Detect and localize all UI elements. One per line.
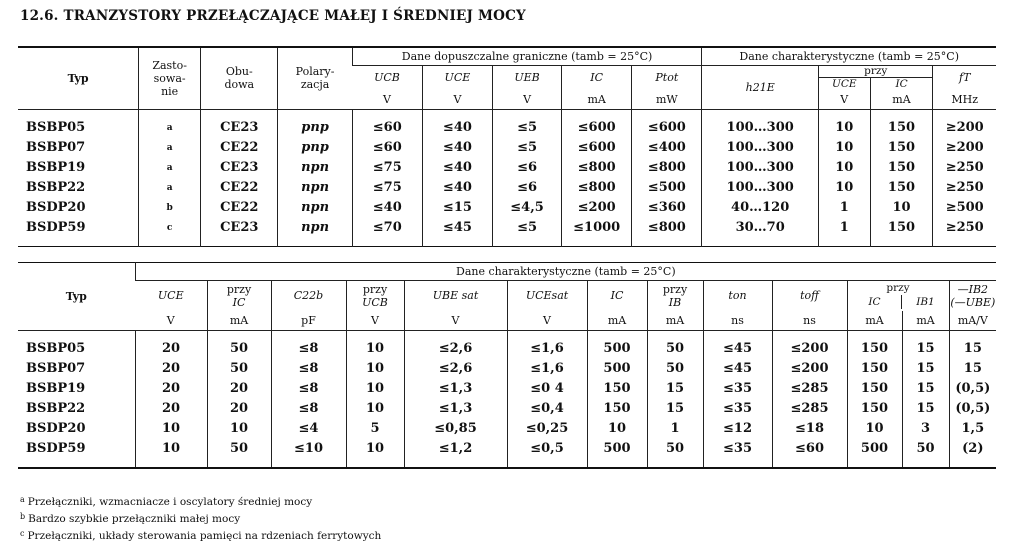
unit2-ton: ns [703, 311, 772, 331]
table-cell: 10 [346, 359, 404, 379]
unit2-ib1: mA [902, 311, 949, 331]
przy-group [818, 65, 933, 90]
sym-uce-sat: UCEsat [507, 281, 587, 311]
table-row [18, 419, 996, 439]
table-cell: 10 [135, 419, 207, 439]
table-cell: 150 [870, 138, 933, 158]
table-cell: ≥250 [933, 178, 996, 198]
table-cell: ≤70 [352, 218, 422, 238]
sym-ton: ton [703, 281, 772, 311]
table-cell: ≥250 [933, 158, 996, 178]
table-cell: ≤360 [632, 198, 702, 218]
table-cell: 50 [647, 339, 703, 359]
sym-ueb: UEB [492, 65, 561, 90]
sym-ube-sat: UBE sat [404, 281, 507, 311]
table-cell: ≤1,3 [404, 399, 507, 419]
table-row [18, 439, 996, 459]
table-cell: ≤40 [422, 178, 492, 198]
table-cell: ≤600 [562, 118, 632, 138]
table-cell: 20 [135, 359, 207, 379]
sym-ic-przy: IC [895, 77, 908, 90]
table-cell: ≤45 [703, 359, 772, 379]
table-cell: ≤15 [422, 198, 492, 218]
table-cell: ≤4 [271, 419, 346, 439]
unit2-ic3: mA [847, 311, 902, 331]
przy-ucb-head [346, 281, 404, 311]
sym-ic-przy-1: IC [232, 295, 246, 309]
table-switching-transistors-characteristics [18, 262, 996, 469]
unit-uce: V [422, 90, 492, 110]
sym-h21e: h21E [702, 65, 819, 109]
table-cell: ≤6 [492, 178, 561, 198]
table-row [18, 399, 996, 419]
sym-ib-przy: IB [668, 295, 682, 309]
table-cell: ≤40 [352, 198, 422, 218]
table-cell: c [139, 218, 201, 238]
footnote-b-text: Bardzo szybkie przełączniki małej mocy [28, 513, 241, 525]
table-cell: ≤6 [492, 158, 561, 178]
unit-ptot: mW [632, 90, 702, 110]
table-cell: ≤500 [632, 178, 702, 198]
table-cell: ≤12 [703, 419, 772, 439]
table-row [18, 178, 996, 198]
row-type-name: BSBP22 [26, 401, 86, 416]
przy-label: przy [864, 65, 888, 77]
sym-uce: UCE [422, 65, 492, 90]
table-cell: 100…300 [702, 138, 819, 158]
table-cell: (0,5) [949, 379, 996, 399]
table-cell: ≤60 [772, 439, 847, 459]
table-cell: 100…300 [702, 178, 819, 198]
table-cell: a [139, 138, 201, 158]
table-cell: ≤2,6 [404, 339, 507, 359]
table-cell: 150 [847, 339, 902, 359]
table-cell: 100…300 [702, 158, 819, 178]
table-cell: 150 [870, 158, 933, 178]
col-header-typ-2: Typ [18, 263, 135, 331]
row-type-name: BSBP07 [26, 361, 86, 376]
footnote-c [20, 529, 381, 542]
table-cell: ≥200 [933, 138, 996, 158]
table-cell: 10 [346, 339, 404, 359]
unit2-ib: mA [647, 311, 703, 331]
footnote-a-text: Przełączniki, wzmacniacze i oscylatory średniej mocy [27, 496, 313, 508]
unit-uce-przy: V [818, 90, 870, 110]
table-cell: CE22 [201, 178, 278, 198]
table-cell: npn [278, 218, 352, 238]
table-cell: ≤75 [352, 158, 422, 178]
table-cell: ≤35 [703, 379, 772, 399]
table-cell: 50 [647, 439, 703, 459]
table-cell: 10 [818, 178, 870, 198]
table-cell: ≤75 [352, 178, 422, 198]
table-cell: 150 [870, 218, 933, 238]
table-cell: ≥250 [933, 218, 996, 238]
table-cell: ≤0,85 [404, 419, 507, 439]
table-cell: npn [278, 178, 352, 198]
table-cell: npn [278, 198, 352, 218]
col-header-typ: Typ [18, 47, 139, 109]
table-switching-transistors-limits [18, 46, 996, 247]
sym-ic: IC [562, 65, 632, 90]
footnote-c-mark: c [20, 529, 25, 538]
table-cell: 1 [818, 218, 870, 238]
table-cell: ≤0,5 [507, 439, 587, 459]
table2-body [18, 339, 996, 459]
table-cell: (2) [949, 439, 996, 459]
table-cell: 15 [902, 399, 949, 419]
unit2-ib2: mA/V [949, 311, 996, 331]
table-cell: 50 [207, 359, 271, 379]
table-cell: 100…300 [702, 118, 819, 138]
table-cell: ≤1,3 [404, 379, 507, 399]
table-cell: ≥500 [933, 198, 996, 218]
table-row [18, 118, 996, 138]
table-cell: pnp [278, 118, 352, 138]
page-title: 12.6. TRANZYSTORY PRZEŁĄCZAJĄCE MAŁEJ I ŚREDNIEJ MOCY [20, 8, 526, 24]
table-row [18, 158, 996, 178]
table-cell: CE22 [201, 138, 278, 158]
przy-symbols-2 [848, 295, 949, 309]
table-cell: 150 [847, 399, 902, 419]
footnote-c-text: Przełączniki, układy sterowania pamięci na rdzeniach ferrytowych [27, 530, 382, 542]
sym-ib2-head [949, 281, 996, 311]
table-cell: ≤5 [492, 218, 561, 238]
row-type-name: BSBP07 [26, 140, 86, 155]
table-cell: ≤8 [271, 339, 346, 359]
table-cell: CE23 [201, 158, 278, 178]
table-cell: npn [278, 158, 352, 178]
table-cell: ≤285 [772, 379, 847, 399]
przy-label-1: przy [226, 282, 252, 296]
table-cell: pnp [278, 138, 352, 158]
table-cell: 15 [647, 399, 703, 419]
table1-body [18, 118, 996, 238]
table-cell: 10 [818, 158, 870, 178]
unit2-ic2: mA [587, 311, 647, 331]
table-cell: 500 [847, 439, 902, 459]
table-cell: a [139, 178, 201, 198]
footnote-b [20, 512, 240, 525]
table-cell: ≤40 [422, 138, 492, 158]
table-cell: CE23 [201, 118, 278, 138]
table-cell: ≤4,5 [492, 198, 561, 218]
table-cell: ≤5 [492, 118, 561, 138]
table-cell: 500 [587, 359, 647, 379]
sym-ib1-przy: IB1 [916, 296, 935, 309]
table-cell: 1 [818, 198, 870, 218]
unit-ic: mA [562, 90, 632, 110]
table-cell: 3 [902, 419, 949, 439]
table-row [18, 339, 996, 359]
table-cell: ≤800 [562, 178, 632, 198]
table-cell: ≤2,6 [404, 359, 507, 379]
table-cell: 15 [949, 359, 996, 379]
table-cell: ≤8 [271, 359, 346, 379]
table-cell: ≤60 [352, 138, 422, 158]
table-cell: ≤40 [422, 158, 492, 178]
table-cell: ≤45 [422, 218, 492, 238]
row-type-name: BSDP20 [26, 421, 86, 436]
unit2-c22b: pF [271, 311, 346, 331]
sym-c22b: C22b [271, 281, 346, 311]
table-cell: ≤800 [562, 158, 632, 178]
table-cell: 50 [647, 359, 703, 379]
sym-ucb-przy: UCB [362, 295, 388, 309]
table-cell: ≤1,6 [507, 339, 587, 359]
footnote-a-mark: a [20, 495, 25, 504]
table-cell: a [139, 158, 201, 178]
sym-ic-przy-2: IC [848, 295, 903, 309]
table-row [18, 198, 996, 218]
sym-ic-2: IC [587, 281, 647, 311]
table-cell: 10 [870, 198, 933, 218]
table-cell: 15 [902, 379, 949, 399]
table-cell: ≤800 [632, 218, 702, 238]
table-cell: 500 [587, 339, 647, 359]
przy-ib-head [647, 281, 703, 311]
table-cell: 15 [902, 359, 949, 379]
table-row [18, 138, 996, 158]
unit-ic-przy: mA [870, 90, 933, 110]
table-cell: ≤60 [352, 118, 422, 138]
table-cell: ≤8 [271, 399, 346, 419]
table-cell: ≤1,2 [404, 439, 507, 459]
row-type-name: BSBP22 [26, 180, 86, 195]
sym-ptot: Ptot [632, 65, 702, 90]
group-header-charakterystyczne-2: Dane charakterystyczne (tamb = 25°C) [135, 263, 996, 281]
table-cell: 20 [207, 399, 271, 419]
table-row [18, 359, 996, 379]
unit2-ucb: V [346, 311, 404, 331]
col-header-zastosowanie: Zasto-sowa-nie [139, 47, 201, 109]
table-cell: 50 [902, 439, 949, 459]
table-cell: ≤200 [772, 339, 847, 359]
table-cell: ≤35 [703, 439, 772, 459]
row-type-name: BSDP59 [26, 441, 86, 456]
table-cell: 50 [207, 439, 271, 459]
sym-ib2: —IB2 [957, 282, 989, 296]
sym-ft: fT [933, 65, 996, 90]
table-cell: 20 [135, 399, 207, 419]
table-cell: ≤10 [271, 439, 346, 459]
table-cell: ≤200 [772, 359, 847, 379]
table-cell: 150 [847, 379, 902, 399]
sym-ube-paren: (—UBE) [950, 295, 996, 309]
unit-ucb: V [352, 90, 422, 110]
table-cell: 10 [346, 379, 404, 399]
table-cell: ≤8 [271, 379, 346, 399]
table-cell: 5 [346, 419, 404, 439]
unit2-toff: ns [772, 311, 847, 331]
table-cell: ≤285 [772, 399, 847, 419]
table-cell: ≤800 [632, 158, 702, 178]
unit2-ic: mA [207, 311, 271, 331]
table-cell: 20 [207, 379, 271, 399]
table-cell: 40…120 [702, 198, 819, 218]
table-cell: 1,5 [949, 419, 996, 439]
table-cell: 150 [587, 379, 647, 399]
table-cell: 150 [870, 178, 933, 198]
table-cell: 20 [135, 379, 207, 399]
table-cell: ≤400 [632, 138, 702, 158]
table-cell: 500 [587, 439, 647, 459]
table-cell: 15 [902, 339, 949, 359]
unit2-uce: V [135, 311, 207, 331]
table-cell: ≤200 [562, 198, 632, 218]
przy-symbols [819, 77, 933, 90]
table-row [18, 379, 996, 399]
group-header-dopuszczalne: Dane dopuszczalne graniczne (tamb = 25°C) [352, 47, 702, 65]
table-cell: ≤1,6 [507, 359, 587, 379]
table-cell: 10 [847, 419, 902, 439]
table-cell: ≤600 [562, 138, 632, 158]
table-cell: 10 [135, 439, 207, 459]
przy-group-2 [847, 281, 949, 311]
table-cell: 1 [647, 419, 703, 439]
sym-toff: toff [772, 281, 847, 311]
table-cell: 10 [346, 439, 404, 459]
unit-ft: MHz [933, 90, 996, 110]
table-cell: 30…70 [702, 218, 819, 238]
table-row [18, 218, 996, 238]
przy-ic-head [207, 281, 271, 311]
col-header-polaryzacja: Polary-zacja [278, 47, 352, 109]
table-cell: ≤0 4 [507, 379, 587, 399]
footnote-b-mark: b [20, 512, 26, 521]
row-type-name: BSDP59 [26, 220, 86, 235]
table-cell: 150 [847, 359, 902, 379]
table-cell: 150 [587, 399, 647, 419]
table-cell: ≥200 [933, 118, 996, 138]
sym-uce-przy: UCE [819, 78, 871, 90]
table-cell: ≤1000 [562, 218, 632, 238]
table-cell: b [139, 198, 201, 218]
unit2-uce-sat: V [507, 311, 587, 331]
table-cell: 50 [207, 339, 271, 359]
table-cell: a [139, 118, 201, 138]
przy-label-2: przy [362, 282, 388, 296]
table-cell: 20 [135, 339, 207, 359]
table-cell: CE22 [201, 198, 278, 218]
table-cell: ≤0,25 [507, 419, 587, 439]
group-header-charakterystyczne: Dane charakterystyczne (tamb = 25°C) [702, 47, 996, 65]
table-cell: CE23 [201, 218, 278, 238]
table-cell: 10 [346, 399, 404, 419]
sym-uce-2: UCE [157, 289, 184, 303]
table-cell: ≤35 [703, 399, 772, 419]
table-cell: ≤45 [703, 339, 772, 359]
sym-ucb: UCB [374, 71, 400, 84]
table-cell: 10 [207, 419, 271, 439]
table-cell: 150 [870, 118, 933, 138]
table-cell: 10 [818, 118, 870, 138]
row-type-name: BSBP05 [26, 120, 86, 135]
przy-label-4: przy [886, 282, 910, 295]
table-cell: ≤40 [422, 118, 492, 138]
col-header-obudowa: Obu-dowa [201, 47, 278, 109]
table-cell: ≤600 [632, 118, 702, 138]
table-cell: 15 [949, 339, 996, 359]
table-cell: 10 [587, 419, 647, 439]
table-cell: 15 [647, 379, 703, 399]
footnote-a [20, 495, 312, 508]
przy-label-3: przy [662, 282, 688, 296]
unit-ueb: V [492, 90, 561, 110]
row-type-name: BSBP19 [26, 381, 86, 396]
table-cell: ≤5 [492, 138, 561, 158]
table-cell: 10 [818, 138, 870, 158]
table-cell: ≤0,4 [507, 399, 587, 419]
table-cell: (0,5) [949, 399, 996, 419]
row-type-name: BSBP05 [26, 341, 86, 356]
unit2-ube-sat: V [404, 311, 507, 331]
table-cell: ≤18 [772, 419, 847, 439]
row-type-name: BSDP20 [26, 200, 86, 215]
row-type-name: BSBP19 [26, 160, 86, 175]
